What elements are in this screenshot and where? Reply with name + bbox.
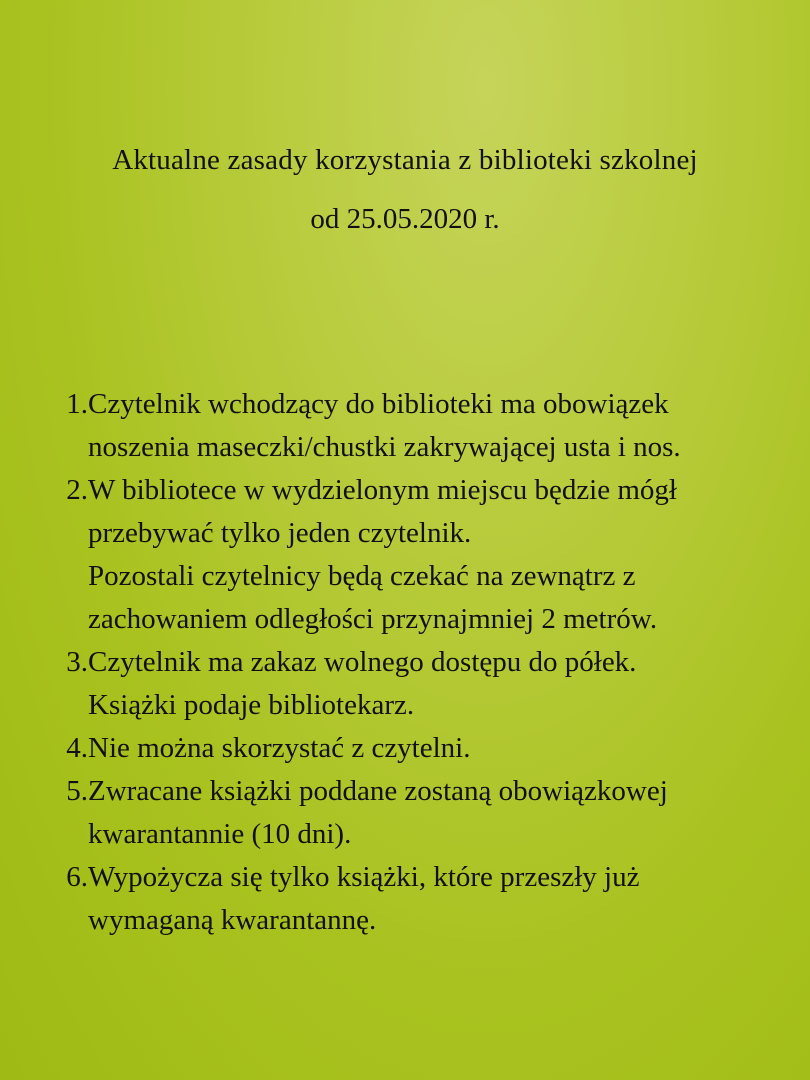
rule-text-line: Książki podaje bibliotekarz. [88, 689, 415, 721]
rule-text-line: W bibliotece w wydzielonym miejscu będzie mógł [88, 474, 677, 506]
rule-number: 4. [66, 732, 88, 764]
rule-text-line: Czytelnik wchodzący do biblioteki ma obowiązek [88, 388, 669, 420]
rule-number: 1. [66, 388, 88, 420]
rule-item-6 [54, 856, 794, 942]
rule-item-3 [54, 641, 794, 727]
rule-text-line: Zwracane książki poddane zostaną obowiązkowej [88, 775, 668, 807]
rules-list [54, 383, 794, 942]
rule-number: 2. [66, 474, 88, 506]
rule-text-line: przebywać tylko jeden czytelnik. [88, 517, 472, 549]
rule-text-line: Nie można skorzystać z czytelni. [88, 732, 471, 764]
rule-text-line: wymaganą kwarantannę. [88, 904, 377, 936]
rule-text-line: noszenia maseczki/chustki zakrywającej usta i nos. [88, 431, 681, 463]
rule-text-line: zachowaniem odległości przynajmniej 2 metrów. [88, 603, 658, 635]
rule-number: 3. [66, 646, 88, 678]
rule-text-line: kwarantannie (10 dni). [88, 818, 352, 850]
rule-item-1 [54, 383, 794, 469]
rule-text-line: Czytelnik ma zakaz wolnego dostępu do półek. [88, 646, 637, 678]
rule-number: 6. [66, 861, 88, 893]
rule-item-4 [54, 727, 794, 770]
rule-item-5 [54, 770, 794, 856]
notice-title: Aktualne zasady korzystania z biblioteki szkolnej [112, 144, 698, 176]
rule-item-2 [54, 469, 794, 641]
rule-number: 5. [66, 775, 88, 807]
rule-text-line: Pozostali czytelnicy będą czekać na zewnątrz z [88, 560, 636, 592]
rule-text-line: Wypożycza się tylko książki, które przeszły już [88, 861, 640, 893]
notice-date: od 25.05.2020 r. [310, 203, 500, 235]
